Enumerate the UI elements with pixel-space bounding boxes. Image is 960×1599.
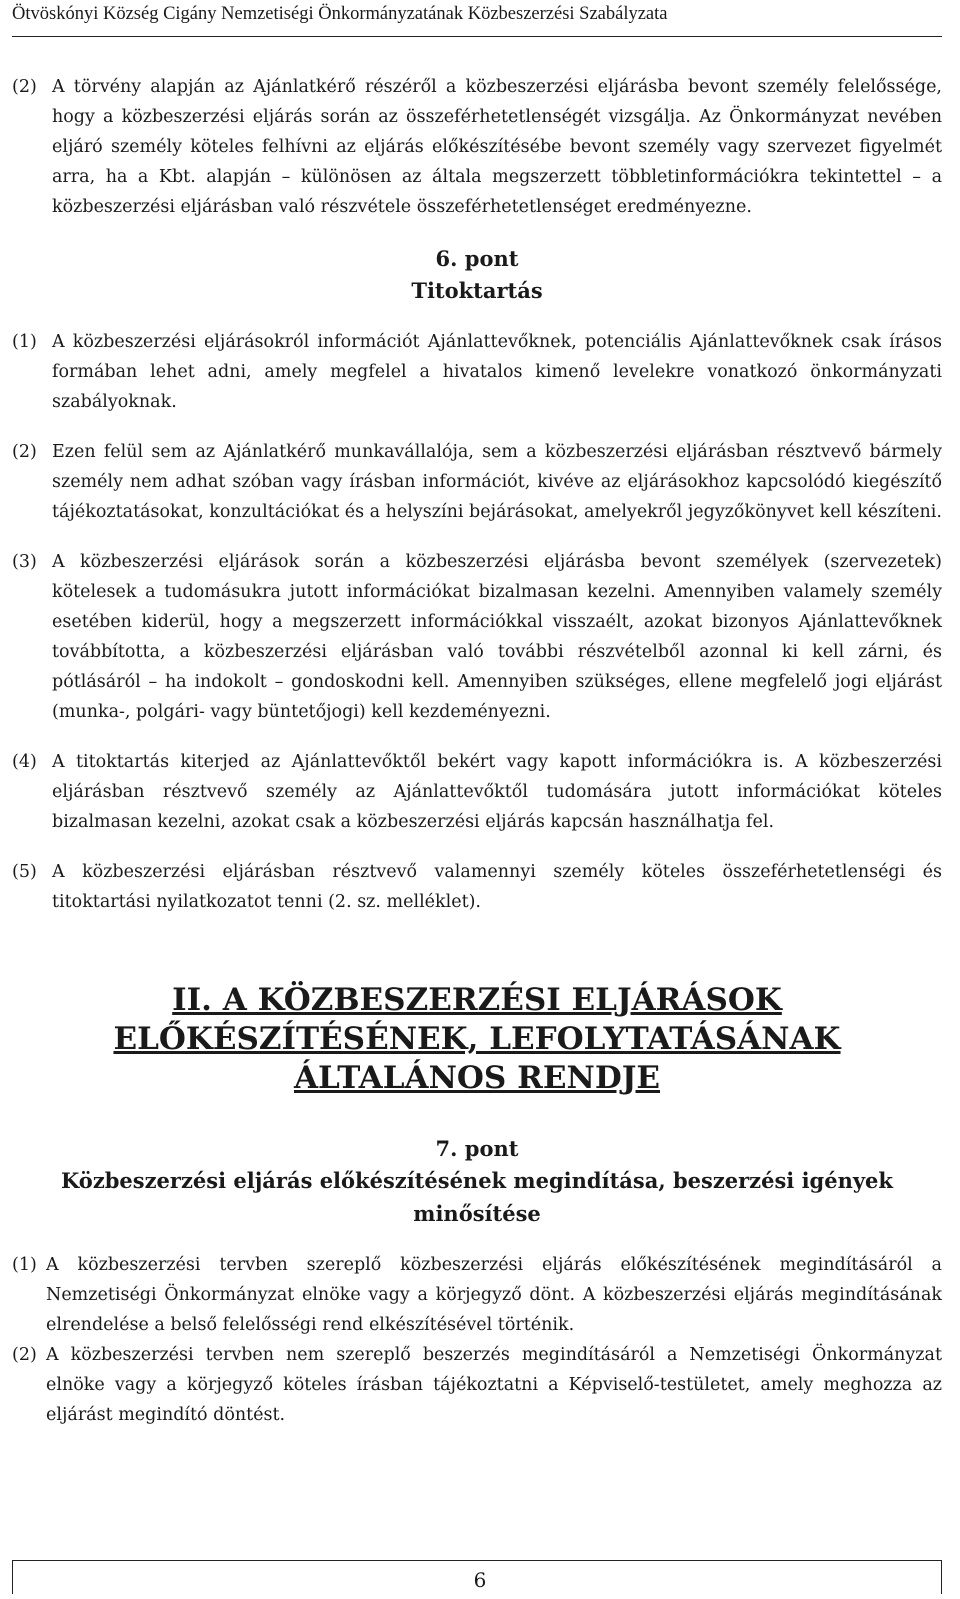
paragraph-number: (3): [12, 552, 37, 572]
paragraph-number: (1): [12, 332, 37, 352]
paragraph-text: Ezen felül sem az Ajánlatkérő munkavállalója, sem a közbeszerzési eljárásban résztvevő bármely személy nem adhat szóban vagy írásban információt, kivéve az eljárásokhoz kapcsolódó kiegészítő tájékoztatásokat, konzultációkat és a helyszíni bejárásokat, amelyekről jegyzőkönyvet kell készíteni.: [52, 442, 942, 522]
point-6-paragraph-5: [12, 857, 942, 917]
paragraph-number: (2): [12, 442, 37, 462]
page-number: 6: [473, 1568, 487, 1592]
point-7-paragraph-2: [12, 1340, 942, 1430]
point-7-number: 7. pont: [435, 1136, 519, 1161]
paragraph-text: A titoktartás kiterjed az Ajánlattevőktől bekért vagy kapott információkra is. A közbeszerzési eljárásban résztvevő személy az Ajánlattevőktől tudomására jutott információkat köteles bizalmasan kezelni, azokat csak a közbeszerzési eljárás kapcsán használhatja fel.: [52, 752, 942, 832]
point-6-paragraph-2: [12, 437, 942, 527]
intro-paragraph-2: [12, 72, 942, 222]
paragraph-text: A közbeszerzési eljárások során a közbeszerzési eljárásba bevont személyek (szervezetek) kötelesek a tudomásukra jutott információkat bizalmasan kezelni. Amennyiben valamely személy esetében kiderül, hogy a megszerzett információkkal visszaélt, azokat bizonyos Ajánlattevőknek továbbította, a közbeszerzési eljárásban való további részvételből azonnal ki kell zárni, és pótlásáról – ha indokolt – gondoskodni kell. Amennyiben szükséges, ellene megfelelő jogi eljárást (munka-, polgári- vagy büntetőjogi) kell kezdeményezni.: [52, 552, 942, 722]
point-7-paragraph-1: [12, 1250, 942, 1340]
point-6-paragraph-3: [12, 547, 942, 727]
paragraph-number: (2): [12, 1345, 37, 1365]
paragraph-text: A törvény alapján az Ajánlatkérő részéről a közbeszerzési eljárásba bevont személy felelőssége, hogy a közbeszerzési eljárás során az összeférhetetlenségét vizsgálja. Az Önkormányzat nevében eljáró személy köteles felhívni az eljárás előkészítésébe bevont személy vagy szervezet figyelmét arra, ha a Kbt. alapján – különösen az általa megszerzett többletinformációkra tekintettel – a közbeszerzési eljárásban való részvétele összeférhetetlenséget eredményezne.: [52, 77, 942, 217]
header-divider: [12, 36, 942, 37]
document-header: Ötvöskónyi Község Cigány Nemzetiségi Önkormányzatának Közbeszerzési Szabályzata: [12, 4, 668, 24]
paragraph-text: A közbeszerzési eljárásokról információt Ajánlattevőknek, potenciális Ajánlattevőknek csak írásos formában lehet adni, amely megfelel a hivatalos kimenő levelekre vonatkozó önkormányzati szabályoknak.: [52, 332, 942, 412]
paragraph-text: A közbeszerzési tervben nem szereplő beszerzés megindításáról a Nemzetiségi Önkormányzat elnöke vagy a körjegyző köteles írásban tájékoztatni a Képviselő-testületet, amely meghozza az eljárást megindító döntést.: [46, 1345, 942, 1425]
paragraph-text: A közbeszerzési tervben szereplő közbeszerzési eljárás előkészítésének megindításáról a Nemzetiségi Önkormányzat elnöke vagy a körjegyző dönt. A közbeszerzési eljárás megindításának elrendelése a belső felelősségi rend elkészítésével történik.: [46, 1255, 942, 1335]
point-6-paragraph-4: [12, 747, 942, 837]
page-content: [12, 72, 942, 1430]
point-6-paragraph-1: [12, 327, 942, 417]
paragraph-number: (2): [12, 77, 37, 97]
paragraph-number: (1): [12, 1255, 37, 1275]
chapter-heading: II. A KÖZBESZERZÉSI ELJÁRÁSOK ELŐKÉSZÍTÉSÉNEK, LEFOLYTATÁSÁNAK ÁLTALÁNOS RENDJE: [113, 982, 841, 1096]
point-6-title: Titoktartás: [411, 278, 543, 303]
point-7-title: Közbeszerzési eljárás előkészítésének megindítása, beszerzési igények minősítése: [61, 1168, 893, 1226]
paragraph-number: (5): [12, 862, 37, 882]
paragraph-number: (4): [12, 752, 37, 772]
paragraph-text: A közbeszerzési eljárásban résztvevő valamennyi személy köteles összeférhetetlenségi és titoktartási nyilatkozatot tenni (2. sz. melléklet).: [52, 862, 942, 912]
point-6-number: 6. pont: [435, 246, 519, 271]
